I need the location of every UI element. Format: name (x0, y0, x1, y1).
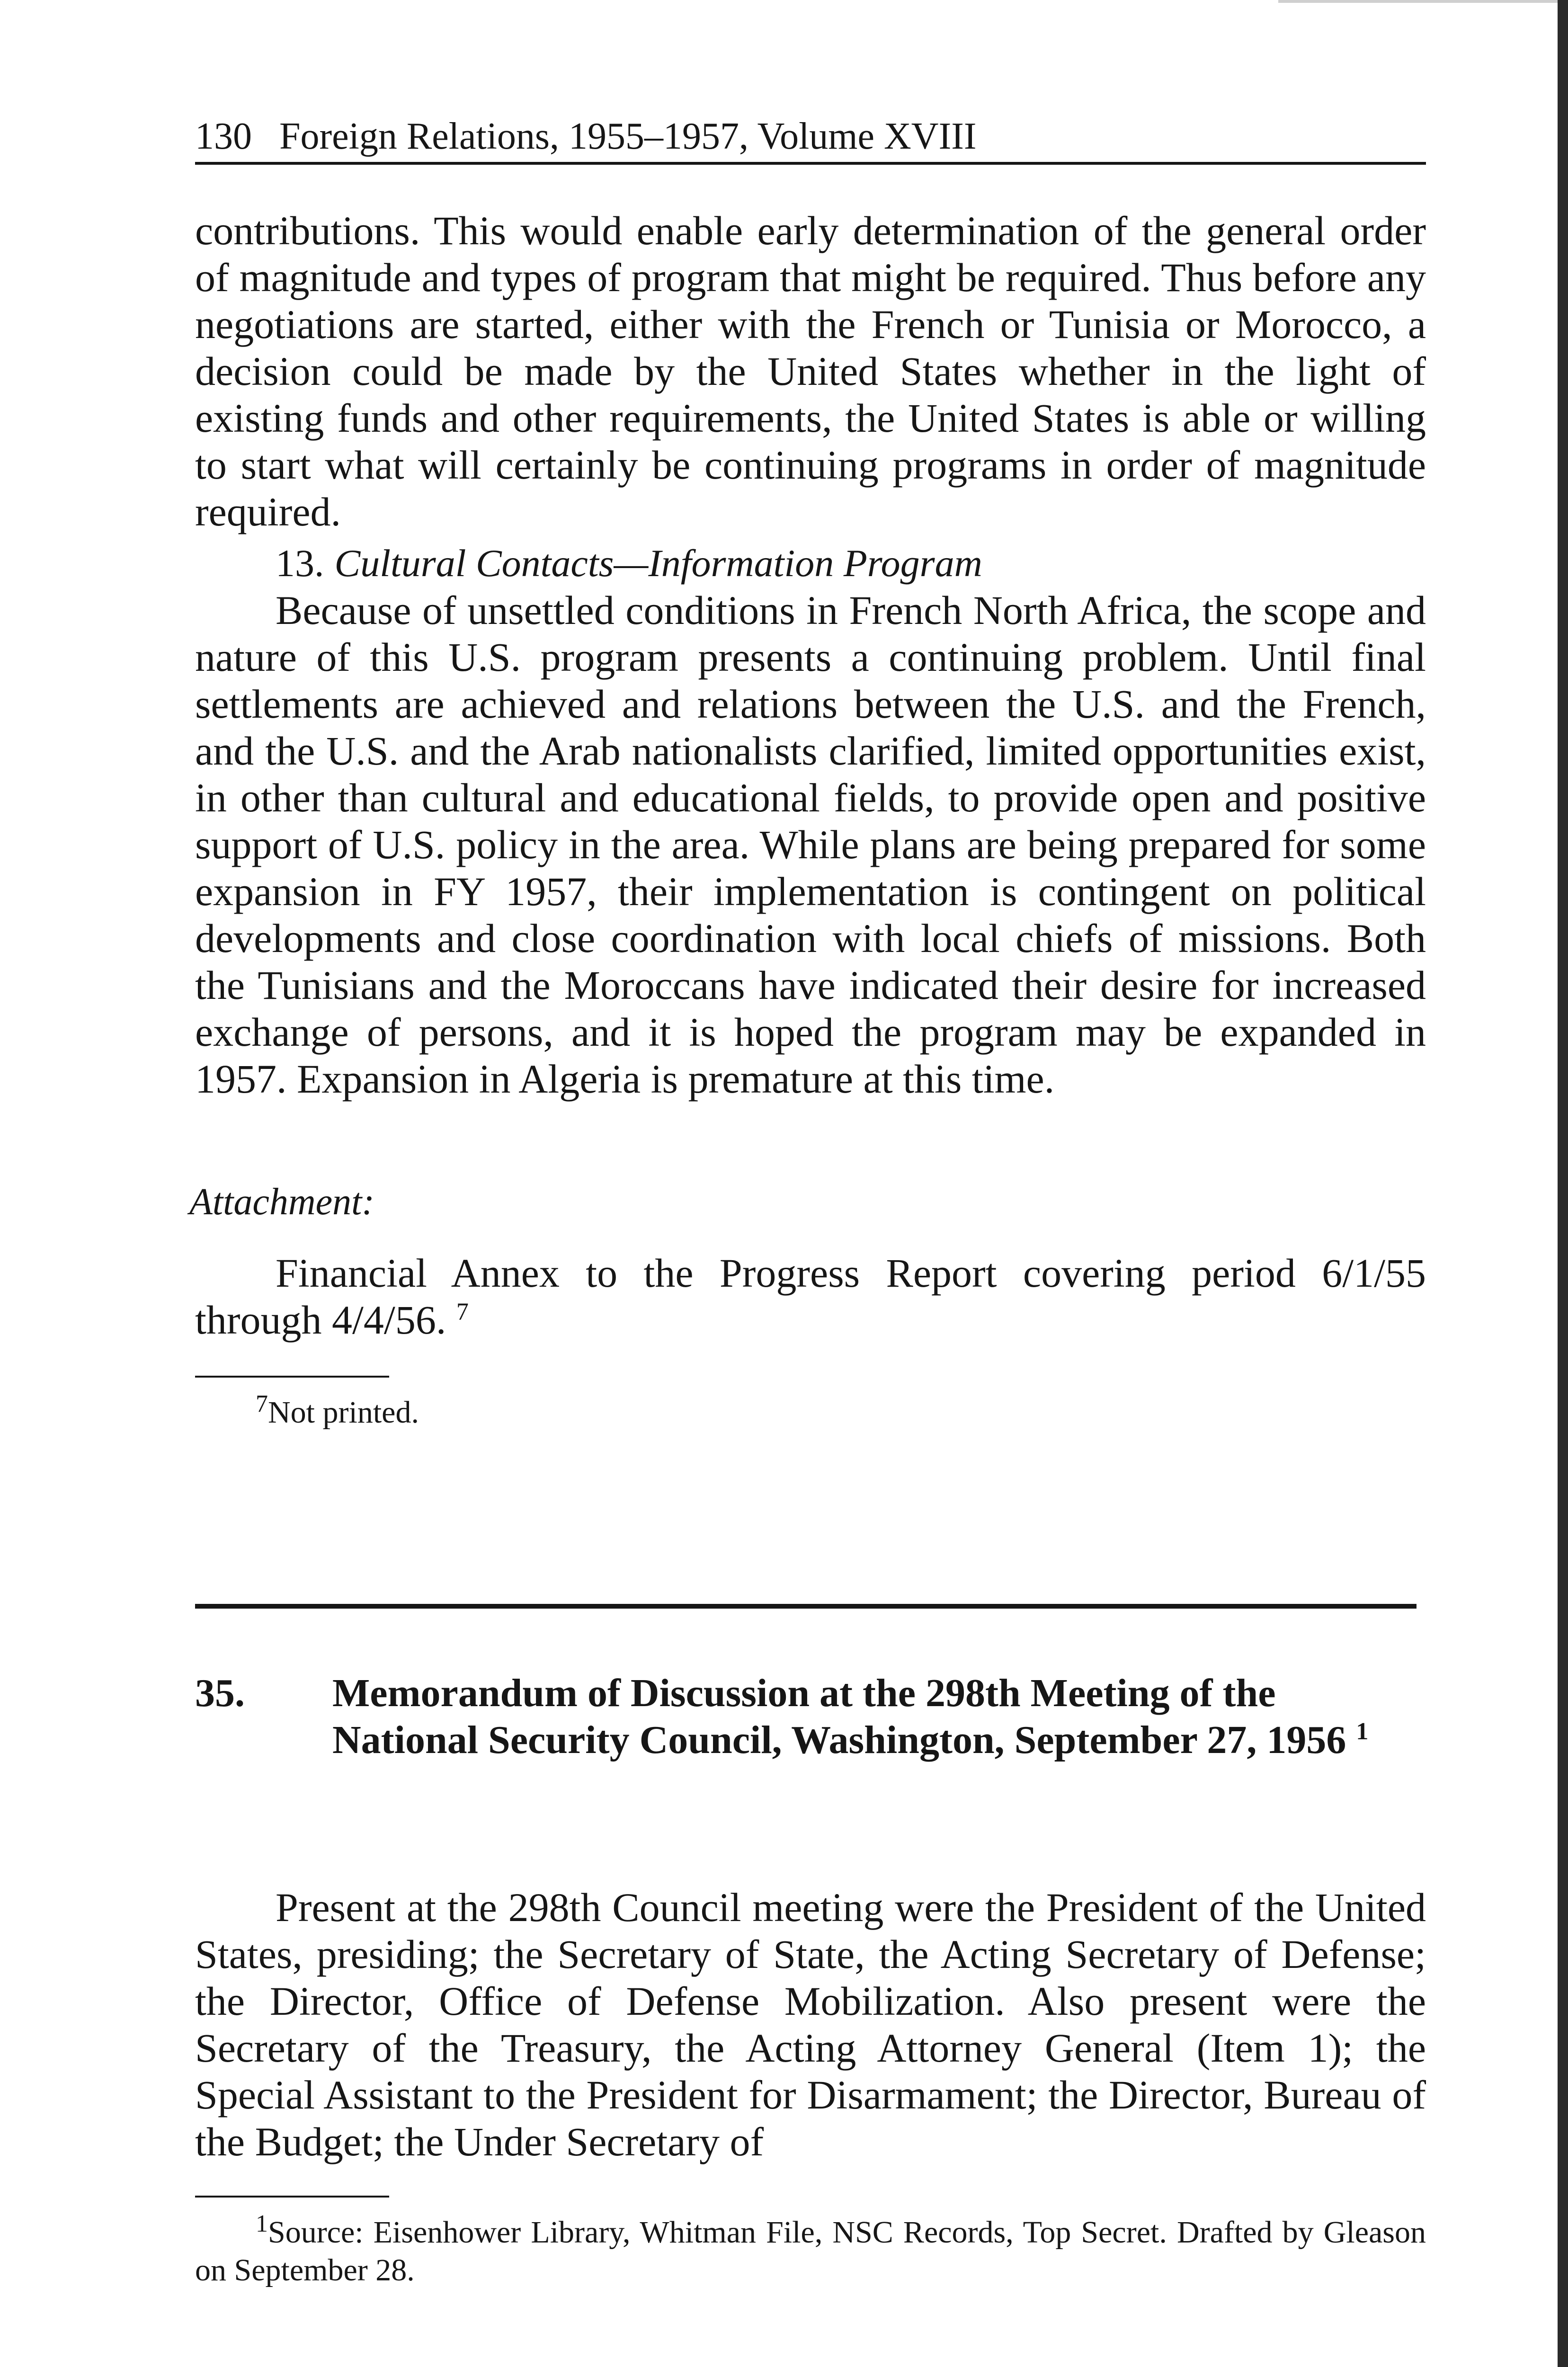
footnote-ref-7[interactable]: 7 (456, 1298, 469, 1326)
page-edge-right (1558, 0, 1568, 2367)
document-35-paragraph: Present at the 298th Council meeting were the President of the United States, presiding; the Secretary of State, the Acting Secretary of Defense; the Director, Office of Defense Mobilization. Also present were the Secretary of the Treasury, the Acting Attorney General (Item 1); the Special Assistant to the President for Disarmament; the Director, Bureau of the Budget; the Under Secretary of (195, 1885, 1426, 2164)
running-title: Foreign Relations, 1955–1957, Volume XVIII (279, 116, 977, 157)
document-title (332, 1670, 1412, 1763)
document-number: 35. (195, 1671, 245, 1715)
page-number: 130 (195, 116, 252, 157)
section-13-number: 13. (276, 542, 324, 585)
section-13-title: Cultural Contacts—Information Program (334, 542, 982, 585)
footnote-rule-2 (195, 2196, 389, 2198)
section-13-paragraph: Because of unsettled conditions in French North Africa, the scope and nature of this U.S. program presents a continuing problem. Until final settlements are achieved and relations between the U.S. and the French, and the U.S. and the Arab nationalists clarified, limited opportunities exist, in other than cultural and educational fields, to provide open and positive support of U.S. policy in the area. While plans are being prepared for some expansion in FY 1957, their implementation is contingent on political developments and close coordination with local chiefs of missions. Both the Tunisians and the Moroccans have indicated their desire for increased exchange of persons, and it is hoped the program may be expanded in 1957. Expansion in Algeria is premature at this time. (195, 587, 1426, 1102)
attachment-paragraph (195, 1250, 1426, 1344)
footnote-7 (195, 1390, 1426, 1432)
footnote-7-marker: 7 (256, 1390, 268, 1417)
footnote-7-text: Not printed. (268, 1395, 419, 1430)
header-rule (195, 162, 1426, 165)
running-header (195, 113, 1426, 163)
section-13-heading (276, 540, 982, 587)
footnote-rule (195, 1376, 389, 1378)
continuation-paragraph: contributions. This would enable early determination of the general order of magnitude and types of program that might be required. Thus before any negotiations are started, either with the French or Tunisia or Morocco, a decision could be made by the United States whether in the light of existing funds and other requirements, the United States is able or willing to start what will certainly be continuing programs in order of magnitude required. (195, 208, 1426, 534)
footnote-1-text: Source: Eisenhower Library, Whitman File, NSC Records, Top Secret. Drafted by Gleason on September 28. (195, 2215, 1426, 2287)
footnote-1 (195, 2210, 1426, 2289)
document-title-text: Memorandum of Discussion at the 298th Meeting of the National Security Council, Washington, September 27, 1956 (332, 1671, 1346, 1762)
footnote-1-marker: 1 (256, 2210, 268, 2237)
attachment-label: Attachment: (189, 1181, 374, 1223)
document-separator-rule (195, 1604, 1417, 1609)
footnote-ref-1[interactable]: 1 (1356, 1718, 1369, 1745)
page-edge-top (1278, 0, 1568, 3)
attachment-text: Financial Annex to the Progress Report covering period 6/1/55 through 4/4/56. (195, 1250, 1426, 1343)
